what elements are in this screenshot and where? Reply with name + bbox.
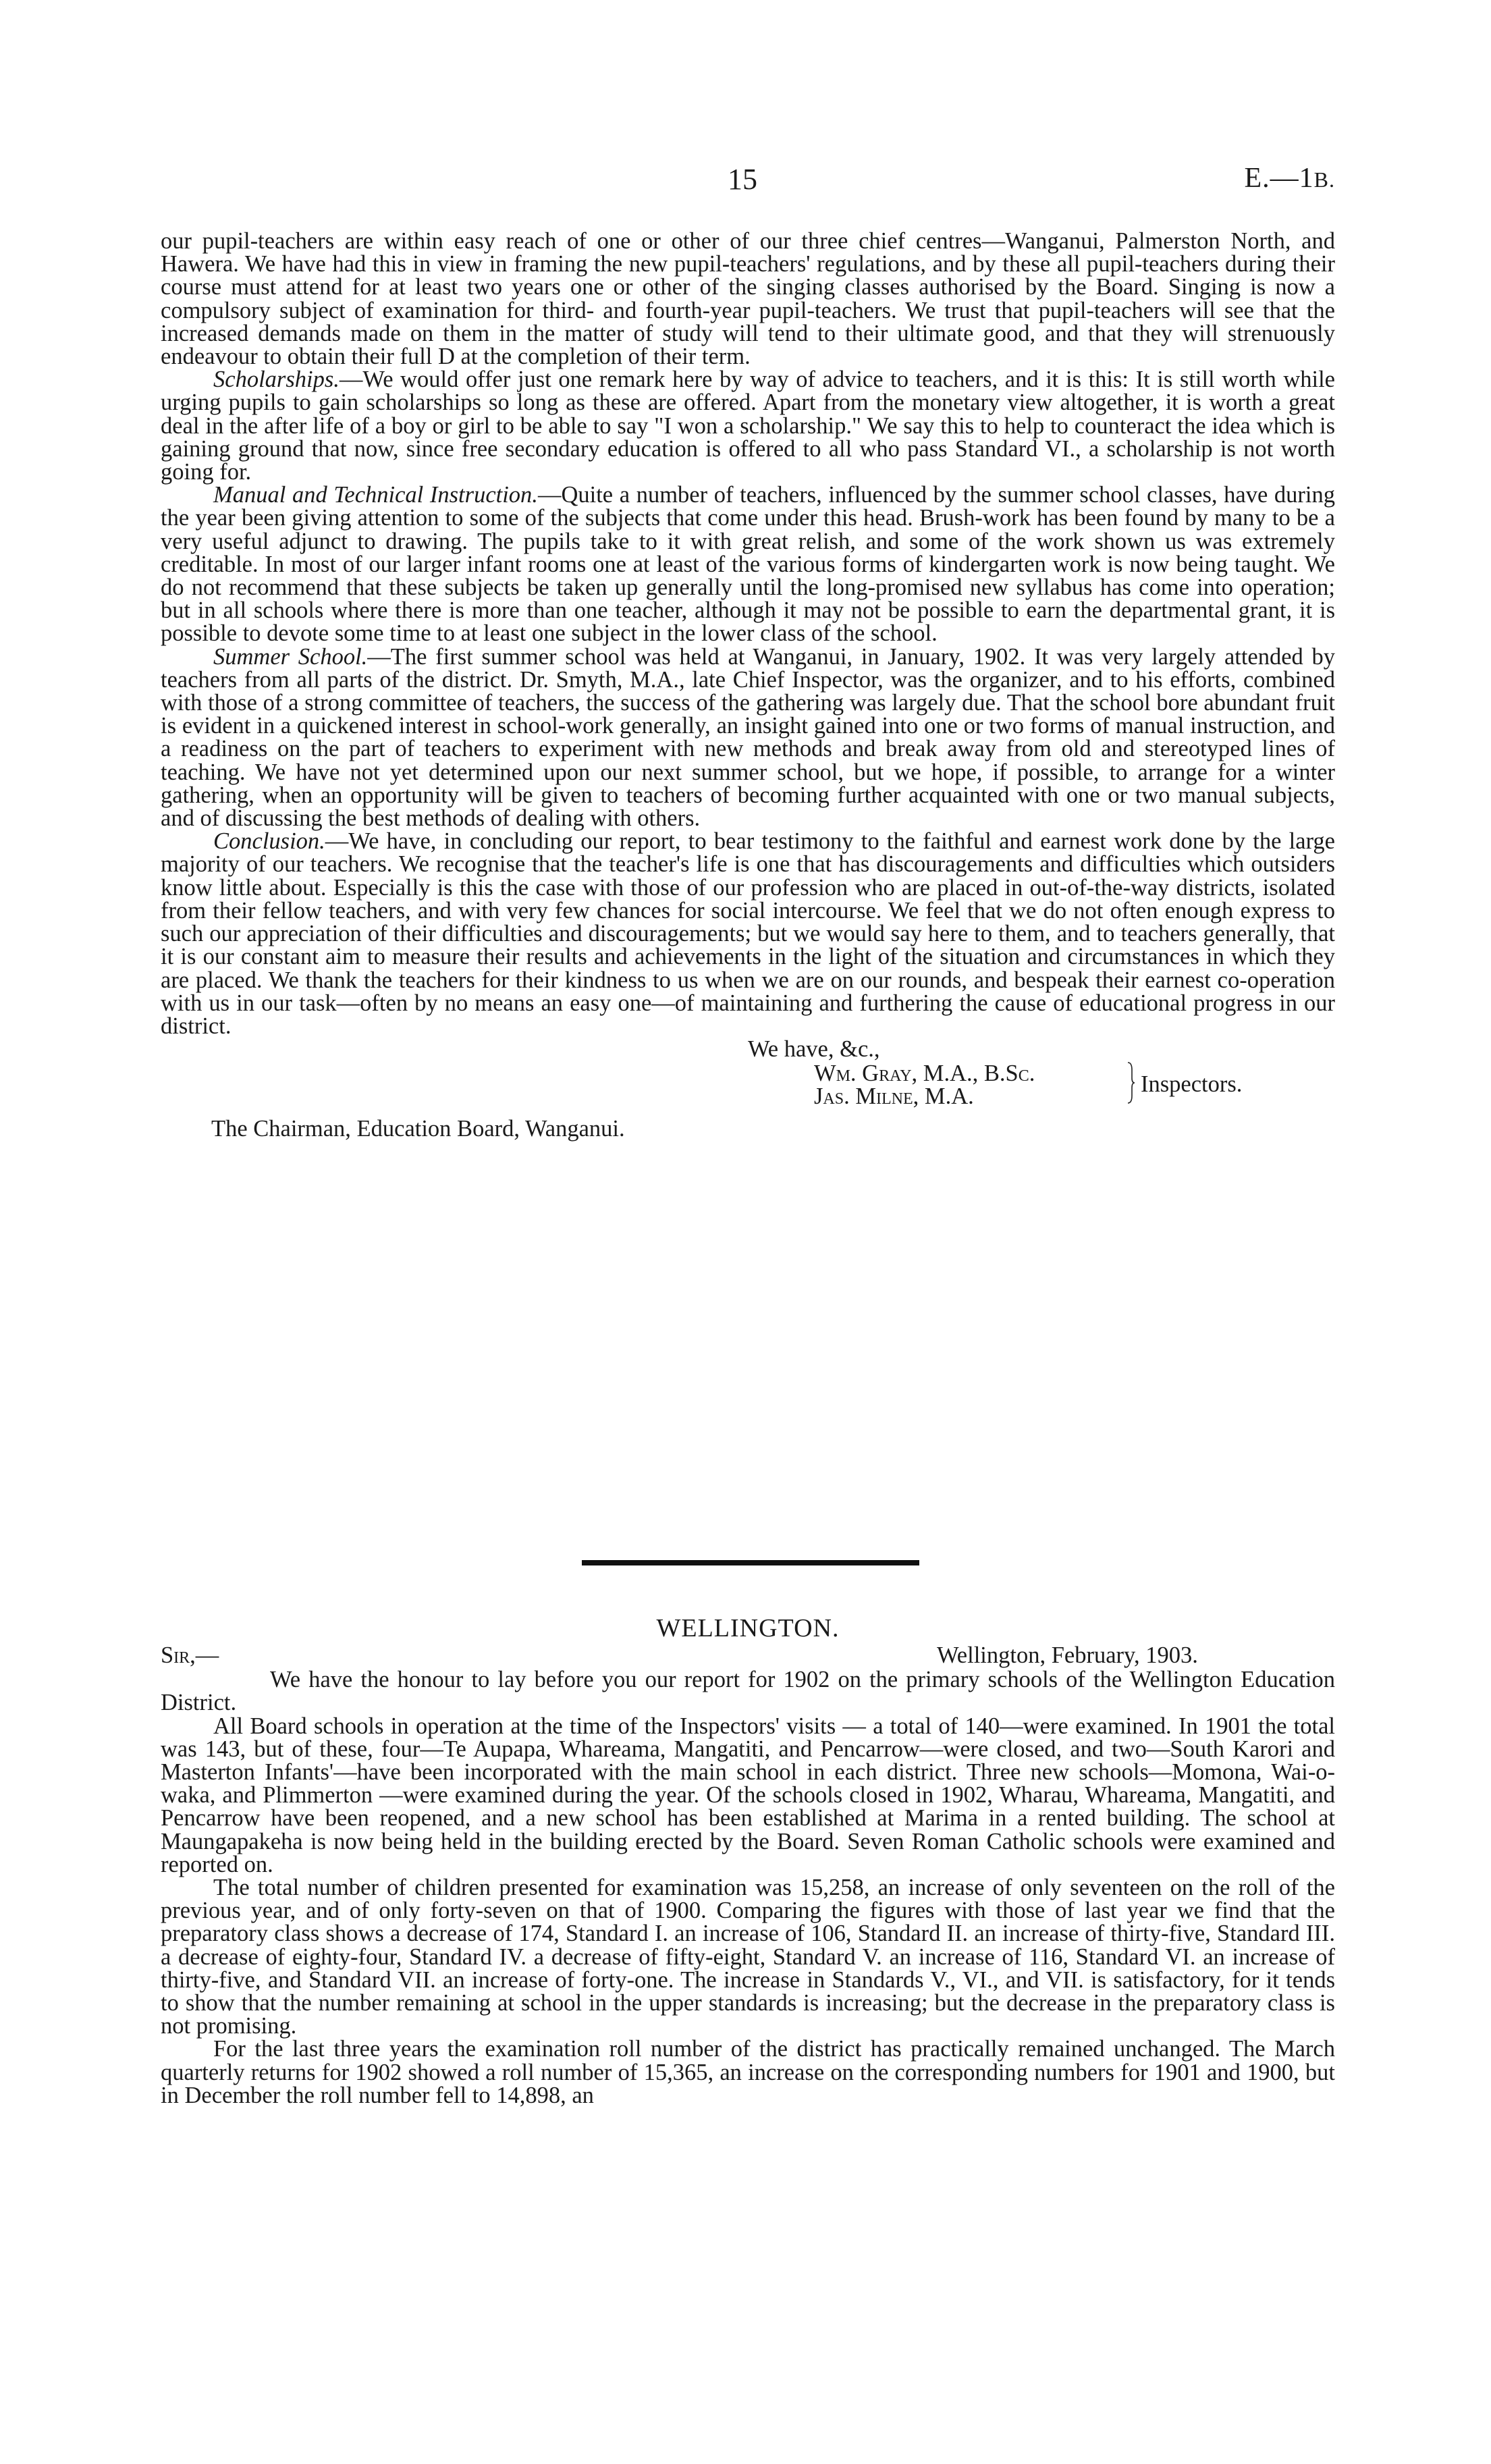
ref-prefix: E.—1 [1244, 163, 1314, 194]
text-manual-instruction: —Quite a number of teachers, influenced by the summer school classes, have during the year been giving attention to some of the subjects that come under this head. Brush-work has been found by many to be a very useful adjunct to drawing. The pupils take to it with great relish, and some of the work shown us was extremely creditable. In most of our larger infant rooms one at least of the various forms of kindergarten work is now being taught. We do not recommend that these subjects be taken up generally until the long-promised new syllabus has come into operation; but in all schools where there is more than one teacher, although it may not be possible to earn the departmental grant, it is possible to devote some time to at least one subject in the lower class of the school. [161, 482, 1335, 647]
paragraph-summer-school [161, 645, 1335, 830]
paragraph-scholarships [161, 368, 1335, 483]
dateline: Wellington, February, 1903. [937, 1642, 1198, 1669]
closing-phrase: We have, &c., [748, 1036, 880, 1063]
signature-block [161, 1036, 1335, 1142]
ref-suffix: B. [1313, 167, 1335, 192]
signatory-gray: Wm. Gray, M.A., B.Sc. [814, 1061, 1035, 1087]
text-scholarships: —We would offer just one remark here by way of advice to teachers, and it is this: It is still worth while urging pupils to gain scholarships so long as these are offered. Apart from the monetary view altogether, it is worth a great deal in the after life of a boy or girl to be able to say "I won a scholarship." We say this to help to counteract the idea which is gaining ground that now, since free secondary education is offered to all who pass Standard VI., a scholarship is not worth going for. [161, 367, 1335, 485]
page-header [161, 162, 1335, 203]
wanganui-report-continuation [161, 228, 1335, 1142]
paragraph-enrolment: The total number of children presented for examination was 15,258, an increase of only seventeen on the roll of the previous year, and of only forty-seven on that of 1900. Comparing the figures with those of last year we find that the preparatory class shows a decrease of 174, Standard I. an increase of 106, Standard II. an increase of thirty-five, Standard III. a decrease of eighty-four, Standard IV. a decrease of fifty-eight, Standard V. an increase of 116, Standard VI. an increase of thirty-five, and Standard VII. an increase of forty-one. The increase in Standards V., VI., and VII. is satisfactory, for it tends to show that the number remaining at school in the upper standards is increasing; but the decrease in the preparatory class is not promising. [161, 1875, 1335, 2039]
paragraph-schools: All Board schools in operation at the time of the Inspectors' visits — a total of 140—were examined. In 1901 the total was 143, but of these, four—Te Aupapa, Whareama, Mangatiti, and Pencarrow—were closed, and two—South Karori and Masterton Infants'—have been incorporated with the main school in each district. Three new schools—Momona, Wai-o-waka, and Plimmerton —were examined during the year. Of the schools closed in 1902, Wharau, Whareama, Mangatiti, and Pencarrow have been reopened, and a new school has been established at Marima in a rented building. The school at Maungapakeha is now being held in the building erected by the Board. Seven Roman Catholic schools were examined and reported on. [161, 1713, 1335, 1877]
brace-glyph [1127, 1062, 1135, 1104]
section-title: WELLINGTON. [656, 1614, 840, 1642]
salutation-line [161, 1644, 1335, 1668]
signatory-milne: Jas. Milne, M.A. [814, 1083, 974, 1110]
wellington-report [161, 1614, 1335, 2108]
text-summer-school: —The first summer school was held at Wanganui, in January, 1902. It was very largely attended by teachers from all parts of the district. Dr. Smyth, M.A., late Chief Inspector, was the organizer, and to his efforts, combined with those of a strong committee of teachers, the success of the gathering was largely due. That the school bore abundant fruit is evident in a quickened interest in school-work generally, an insight gained into one or two forms of manual instruction, and a readiness on the part of teachers to experiment with new methods and break away from old and stereotyped lines of teaching. We have not yet determined upon our next summer school, but we hope, if possible, to arrange for a winter gathering, when an opportunity will be given to teachers of becoming further acquainted with one or two manual subjects, and of discussing the best methods of dealing with others. [161, 643, 1335, 832]
text-conclusion: —We have, in concluding our report, to bear testimony to the faithful and earnest work done by the large majority of our teachers. We recognise that the teacher's life is one that has discouragements and difficulties which outsiders know little about. Especially is this the case with those of our profession who are placed in out-of-the-way districts, isolated from their fellow teachers, and with very few chances for social intercourse. We feel that we do not often enough express to such our appreciation of their difficulties and discouragements; but we would say here to them, and to teachers generally, that it is our constant aim to measure their results and achievements in the light of the situation and circumstances in which they are placed. We thank the teachers for their kindness to us when we are on our rounds, and bespeak their earnest co-operation with us in our task—often by no means an easy one—of maintaining and furthering the cause of educational progress in our district. [161, 828, 1335, 1039]
heading-summer-school: Summer School. [213, 643, 368, 670]
paragraph-roll-number: For the last three years the examination roll number of the district has practically remained unchanged. The March quarterly returns for 1902 showed a roll number of 15,365, an increase on the corresponding numbers for 1901 and 1900, but in December the roll number fell to 14,898, an [161, 2036, 1335, 2108]
paragraph-introduction: We have the honour to lay before you our report for 1902 on the primary schools of the Wellington Education District. [161, 1667, 1335, 1716]
salutation: Sir,— [161, 1642, 219, 1669]
document-reference [1245, 162, 1336, 194]
section-divider [582, 1560, 919, 1565]
page-number: 15 [728, 163, 757, 196]
heading-manual-instruction: Manual and Technical Instruction. [213, 482, 538, 508]
paragraph-manual-instruction [161, 483, 1335, 645]
signatory-names [814, 1062, 1035, 1108]
paragraph-conclusion [161, 830, 1335, 1038]
signatory-role: Inspectors. [1141, 1071, 1243, 1098]
paragraph-pupil-teachers: our pupil-teachers are within easy reach of one or other of our three chief centres—Wanganui, Palmerston North, and Hawera. We have had this in view in framing the new pupil-teachers' regulations, and by these all pupil-teachers during their course must attend for at least two years one or other of the singing classes authorised by the Board. Singing is now a compulsory subject of examination for third- and fourth-year pupil-teachers. We trust that pupil-teachers will see that the increased demands made on them in the matter of study will tend to their ultimate good, and that they will strenuously endeavour to obtain their full D at the completion of their term. [161, 228, 1335, 370]
heading-scholarships: Scholarships. [213, 367, 340, 393]
addressee: The Chairman, Education Board, Wanganui. [211, 1116, 625, 1142]
heading-conclusion: Conclusion. [213, 828, 325, 855]
